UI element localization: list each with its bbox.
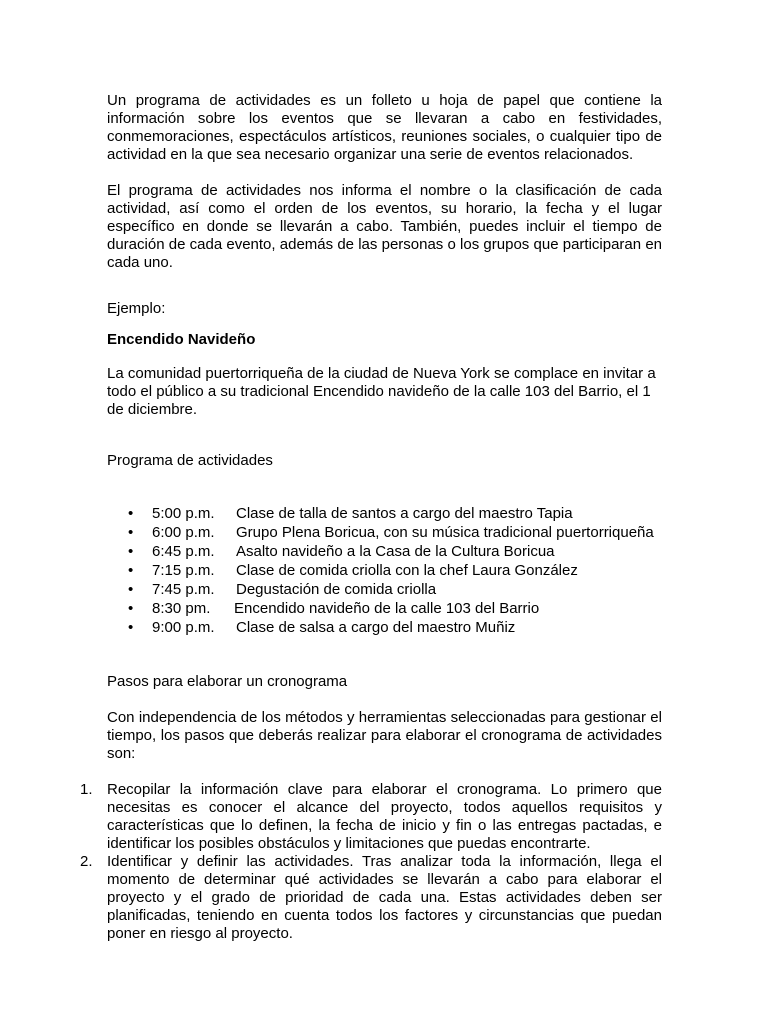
bullet-icon: • bbox=[128, 524, 134, 541]
list-item bbox=[107, 581, 662, 600]
schedule-time: 5:00 p.m. bbox=[152, 505, 215, 522]
list-item bbox=[107, 524, 662, 543]
step-number: 2. bbox=[80, 853, 93, 870]
list-item bbox=[80, 853, 662, 943]
schedule-activity: Clase de comida criolla con la chef Laura González bbox=[236, 562, 578, 579]
list-item bbox=[107, 543, 662, 562]
schedule-time: 6:00 p.m. bbox=[152, 524, 215, 541]
bullet-icon: • bbox=[128, 543, 134, 560]
list-item bbox=[107, 600, 662, 619]
cronograma-intro: Con independencia de los métodos y herramientas seleccionadas para gestionar el tiempo, los pasos que deberás realizar para elaborar el cronograma de actividades son: bbox=[107, 709, 662, 762]
schedule-activity: Grupo Plena Boricua, con su música tradicional puertorriqueña bbox=[236, 524, 654, 541]
example-label: Ejemplo: bbox=[107, 300, 166, 317]
intro-paragraph-2: El programa de actividades nos informa el nombre o la clasificación de cada actividad, así como el orden de los eventos, su horario, la fecha y el lugar específico en donde se llevarán a cabo. También, puedes incluir el tiempo de duración de cada evento, además de las personas o los grupos que participaran en cada uno. bbox=[107, 182, 662, 271]
schedule-activity: Asalto navideño a la Casa de la Cultura Boricua bbox=[236, 543, 555, 560]
list-item bbox=[107, 619, 662, 638]
bullet-icon: • bbox=[128, 562, 134, 579]
program-heading: Programa de actividades bbox=[107, 452, 273, 469]
schedule-activity: Clase de salsa a cargo del maestro Muñiz bbox=[236, 619, 516, 636]
bullet-icon: • bbox=[128, 505, 134, 522]
cronograma-heading: Pasos para elaborar un cronograma bbox=[107, 673, 348, 690]
example-description: La comunidad puertorriqueña de la ciudad de Nueva York se complace en invitar a todo el público a su tradicional Encendido navideño de la calle 103 del Barrio, el 1 de diciembre. bbox=[107, 365, 656, 418]
step-text: Identificar y definir las actividades. Tras analizar toda la información, llega el momento de determinar qué actividades se llevarán a cabo para elaborar el proyecto y el grado de prioridad de cada una. Estas actividades deben ser planificadas, teniendo en cuenta todos los factores y circunstancias que puedan poner en riesgo al proyecto. bbox=[107, 853, 662, 942]
schedule-activity: Clase de talla de santos a cargo del maestro Tapia bbox=[236, 505, 573, 522]
schedule-activity: Encendido navideño de la calle 103 del Barrio bbox=[234, 600, 540, 617]
example-title: Encendido Navideño bbox=[107, 331, 256, 348]
schedule-time: 8:30 pm. bbox=[152, 600, 211, 617]
schedule-list bbox=[107, 505, 662, 638]
schedule-activity: Degustación de comida criolla bbox=[236, 581, 437, 598]
bullet-icon: • bbox=[128, 581, 134, 598]
document-page bbox=[80, 92, 662, 943]
list-item bbox=[107, 505, 662, 524]
steps-list bbox=[80, 781, 662, 943]
bullet-icon: • bbox=[128, 619, 134, 636]
bullet-icon: • bbox=[128, 600, 134, 617]
schedule-time: 7:45 p.m. bbox=[152, 581, 215, 598]
step-number: 1. bbox=[80, 781, 93, 798]
intro-paragraph-1: Un programa de actividades es un folleto u hoja de papel que contiene la información sobre los eventos que se llevaran a cabo en festividades, conmemoraciones, espectáculos artísticos, reuniones sociales, o cualquier tipo de actividad en la que sea necesario organizar una serie de eventos relacionados. bbox=[107, 92, 662, 163]
schedule-time: 9:00 p.m. bbox=[152, 619, 215, 636]
schedule-time: 7:15 p.m. bbox=[152, 562, 215, 579]
step-text: Recopilar la información clave para elaborar el cronograma. Lo primero que necesitas es conocer el alcance del proyecto, todos aquellos requisitos y características que lo definen, la fecha de inicio y fin o las entregas pactadas, e identificar los posibles obstáculos y limitaciones que puedas encontrarte. bbox=[107, 781, 662, 852]
list-item bbox=[107, 562, 662, 581]
list-item bbox=[80, 781, 662, 853]
schedule-time: 6:45 p.m. bbox=[152, 543, 215, 560]
